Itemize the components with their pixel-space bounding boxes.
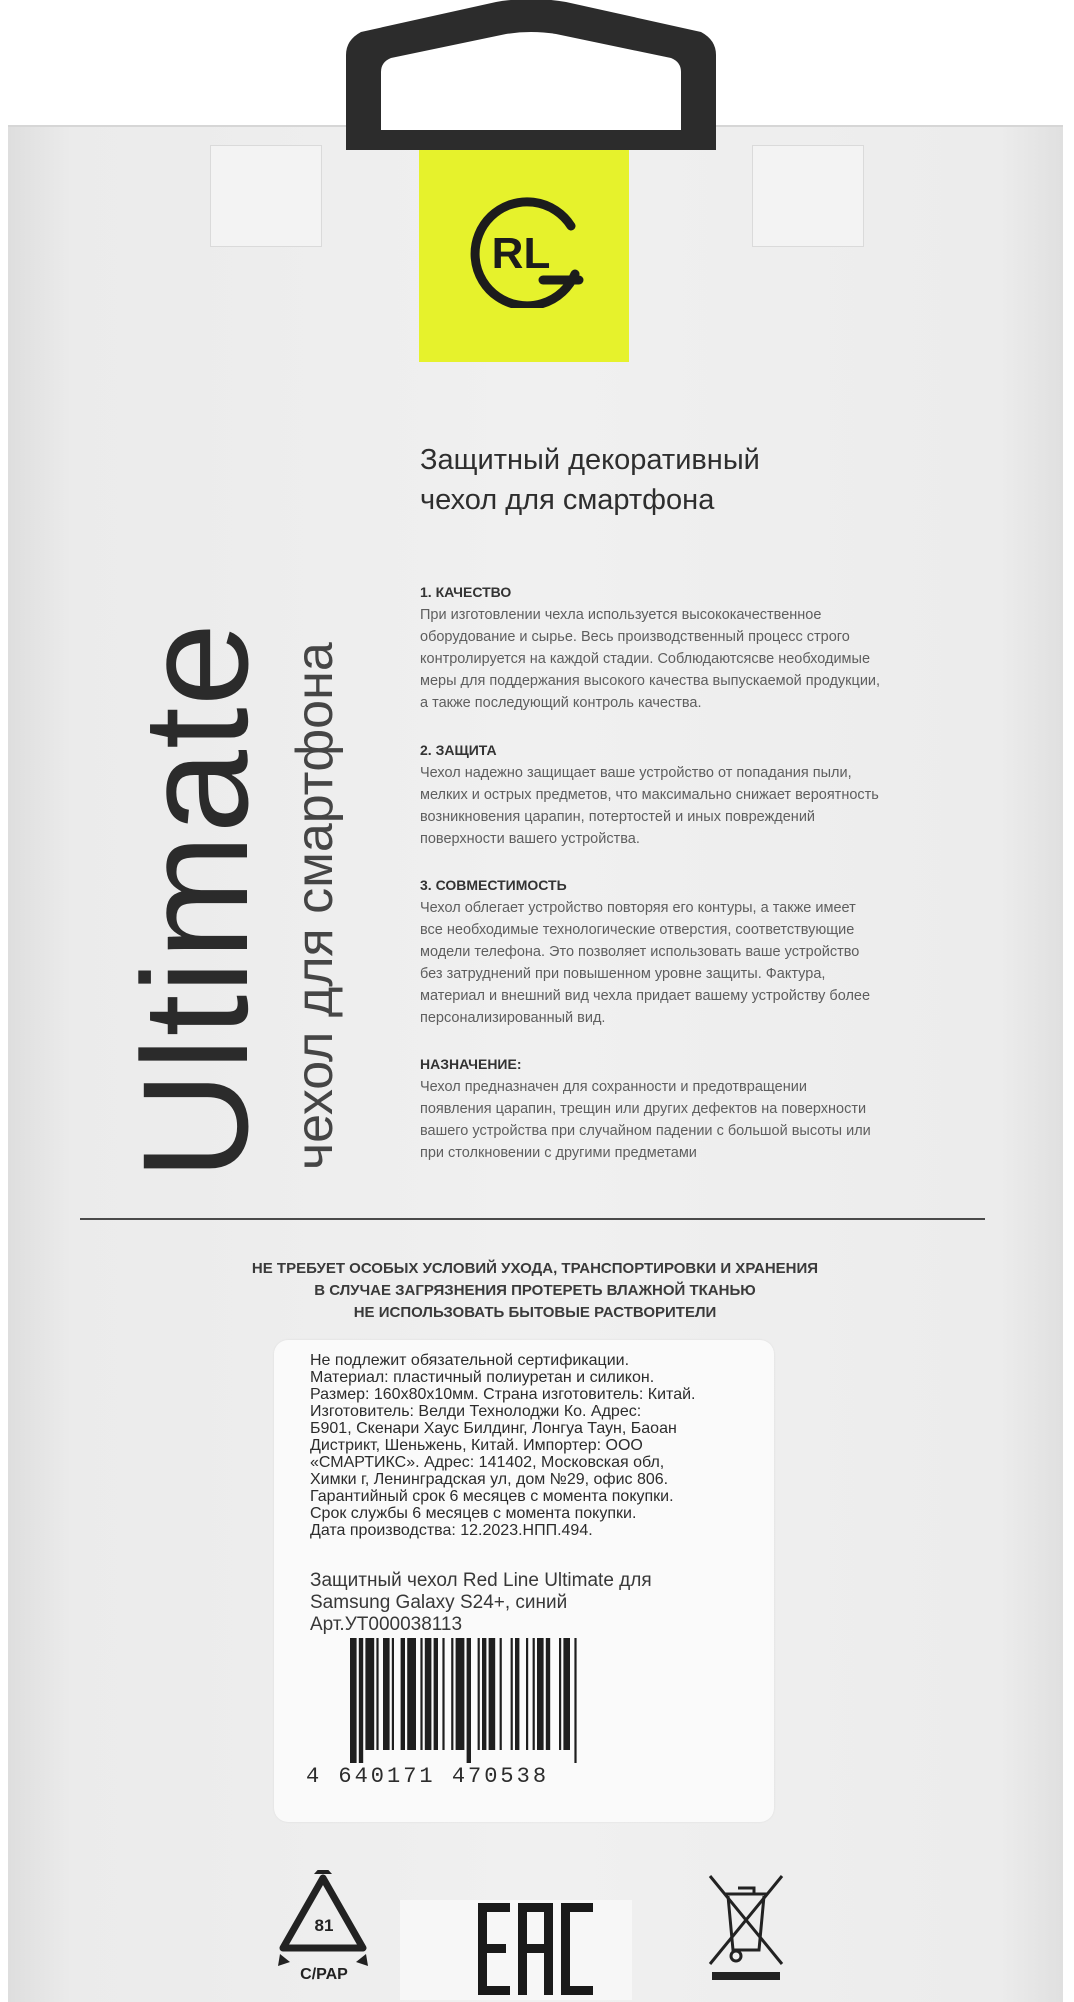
barcode-bar	[559, 1638, 561, 1750]
sticker-line: Размер: 160х80х10мм. Страна изготовитель: Китай.	[310, 1386, 696, 1403]
barcode-bar	[489, 1638, 496, 1750]
brand-tag	[419, 150, 629, 362]
sticker-line: Не подлежит обязательной сертификации.	[310, 1352, 630, 1369]
barcode-bar	[407, 1638, 416, 1750]
barcode-bar	[359, 1638, 363, 1763]
article-number: Арт.УТ000038113	[310, 1614, 463, 1635]
barcode-bar	[392, 1638, 394, 1750]
section-body	[420, 1076, 980, 1164]
body-line: меры для поддержания высокого качества выпускаемой продукции,	[420, 673, 881, 689]
barcode-bar	[425, 1638, 432, 1750]
care-line: В СЛУЧАЕ ЗАГРЯЗНЕНИЯ ПРОТЕРЕТЬ ВЛАЖНОЙ ТКАНЬЮ	[314, 1282, 756, 1299]
barcode-bar	[478, 1638, 480, 1750]
sticker-line: Дата производства: 12.2023.НПП.494.	[310, 1522, 593, 1539]
sticker-line: Б901, Скенари Хаус Билдинг, Лонгуа Таун, Баоан	[310, 1420, 677, 1437]
barcode-bar	[526, 1638, 528, 1750]
sticker-line: Дистрикт, Шеньжень, Китай. Импортер: ООО	[310, 1437, 643, 1454]
barcode-bar	[456, 1638, 465, 1750]
body-line: персонализированный вид.	[420, 1010, 606, 1026]
barcode-bar	[563, 1638, 570, 1750]
barcode-bar	[482, 1638, 486, 1750]
hanger-hook	[346, 0, 716, 150]
barcode-bar	[546, 1638, 550, 1750]
section-quality	[420, 583, 980, 714]
sticker-line: Изготовитель: Велди Технолоджи Ко. Адрес:	[310, 1403, 642, 1420]
barcode-bar	[383, 1638, 390, 1750]
barcode-bar	[420, 1638, 422, 1750]
product-line-title: Ultimate	[111, 621, 279, 1180]
fold-tab-right	[752, 145, 864, 247]
product-line-subtitle: чехол для смартфона	[286, 642, 344, 1170]
care-line: НЕ ИСПОЛЬЗОВАТЬ БЫТОВЫЕ РАСТВОРИТЕЛИ	[353, 1304, 717, 1321]
recycle-label: C/PAP	[300, 1966, 348, 1983]
sticker-line: Химки г, Ленинградская ул, дом №29, офис 806.	[310, 1471, 669, 1488]
body-line: а также последующий контроль качества.	[420, 695, 702, 711]
barcode-bar	[533, 1638, 535, 1750]
barcode-icon	[348, 1638, 733, 1763]
divider	[80, 1218, 985, 1220]
body-line: появления царапин, трещин или других дефектов на поверхности	[420, 1101, 867, 1117]
barcode-digits: 4 640171 470538	[306, 1764, 550, 1789]
barcode-bar	[515, 1638, 519, 1750]
body-line: контролируется на каждой стадии. Соблюдаютсясве необходимые	[420, 651, 871, 667]
section-protection	[420, 741, 980, 850]
headline	[420, 440, 980, 520]
rl-logo-icon	[463, 196, 585, 308]
body-line: все необходимые технологические отверстия, соответствующие	[420, 922, 855, 938]
care-line: НЕ ТРЕБУЕТ ОСОБЫХ УСЛОВИЙ УХОДА, ТРАНСПОРТИРОВКИ И ХРАНЕНИЯ	[251, 1260, 819, 1277]
body-line: поверхности вашего устройства.	[420, 831, 640, 847]
sticker-line: «СМАРТИКС». Адрес: 141402, Московская обл,	[310, 1454, 665, 1471]
body-line: возникновения царапин, потертостей и иных повреждений	[420, 809, 816, 825]
product-line: Samsung Galaxy S24+, синий	[310, 1592, 568, 1613]
barcode-bar	[451, 1638, 453, 1750]
eac-text: EAC	[533, 1963, 537, 1964]
barcode-bar	[574, 1638, 576, 1763]
section-title: 3. СОВМЕСТИМОСТЬ	[420, 877, 567, 893]
barcode-bar	[434, 1638, 438, 1750]
body-line: мелких и острых предметов, что максимально снижает вероятность	[420, 787, 879, 803]
body-line: материал и внешний вид чехла придает вашему устройству более	[420, 988, 871, 1004]
sticker-line: Срок службы 6 месяцев с момента покупки.	[310, 1505, 637, 1522]
sticker-line: Материал: пластичный полиуретан и силикон.	[310, 1369, 655, 1386]
care-instructions	[120, 1258, 950, 1324]
sticker-info-lines	[310, 1352, 772, 1539]
barcode-bar	[500, 1638, 502, 1750]
body-line: оборудование и сырье. Весь производственный процесс строго	[420, 629, 850, 645]
barcode-bar	[401, 1638, 405, 1750]
barcode-bar	[537, 1638, 544, 1750]
sticker-line: Гарантийный срок 6 месяцев с момента покупки.	[310, 1488, 674, 1505]
product-line: Защитный чехол Red Line Ultimate для	[310, 1570, 652, 1591]
section-title: НАЗНАЧЕНИЕ:	[420, 1056, 522, 1072]
barcode-bar	[365, 1638, 374, 1750]
body-line: без затруднений при повышенном уровне защиты. Фактура,	[420, 966, 826, 982]
fold-tab-left	[210, 145, 322, 247]
logo-text: RL	[491, 229, 551, 278]
barcode-bar	[376, 1638, 378, 1750]
section-body	[420, 604, 980, 714]
section-body	[420, 762, 980, 850]
body-line: модели телефона. Это позволяет использовать ваше устройство	[420, 944, 860, 960]
barcode-bar	[511, 1638, 513, 1750]
crossed-bin-icon	[706, 1872, 786, 1984]
section-title: 1. КАЧЕСТВО	[420, 584, 512, 600]
body-line: Чехол облегает устройство повторяя его контуры, а также имеет	[420, 900, 856, 916]
sticker-product-name	[310, 1570, 772, 1636]
section-body	[420, 897, 980, 1029]
section-compatibility	[420, 876, 980, 1029]
eac-mark-icon	[478, 1903, 593, 1995]
headline-line-1: Защитный декоративный	[420, 444, 760, 476]
section-title: 2. ЗАЩИТА	[420, 742, 497, 758]
section-purpose	[420, 1055, 980, 1164]
body-line: вашего устройства при случайном падении с большой высоты или	[420, 1123, 871, 1139]
body-line: при столкновении с другими предметами	[420, 1145, 697, 1161]
barcode-bar	[442, 1638, 444, 1750]
body-line: Чехол надежно защищает ваше устройство от попадания пыли,	[420, 765, 852, 781]
vertical-title-block	[111, 400, 350, 1180]
body-line: Чехол предназначен для сохранности и предотвращении	[420, 1079, 807, 1095]
info-sticker	[274, 1340, 774, 1822]
recycle-code: 81	[314, 1916, 334, 1935]
barcode-bar	[350, 1638, 357, 1763]
body-line: При изготовлении чехла используется высококачественное	[420, 607, 822, 623]
barcode-bar	[467, 1638, 471, 1763]
headline-line-2: чехол для смартфона	[420, 484, 715, 516]
